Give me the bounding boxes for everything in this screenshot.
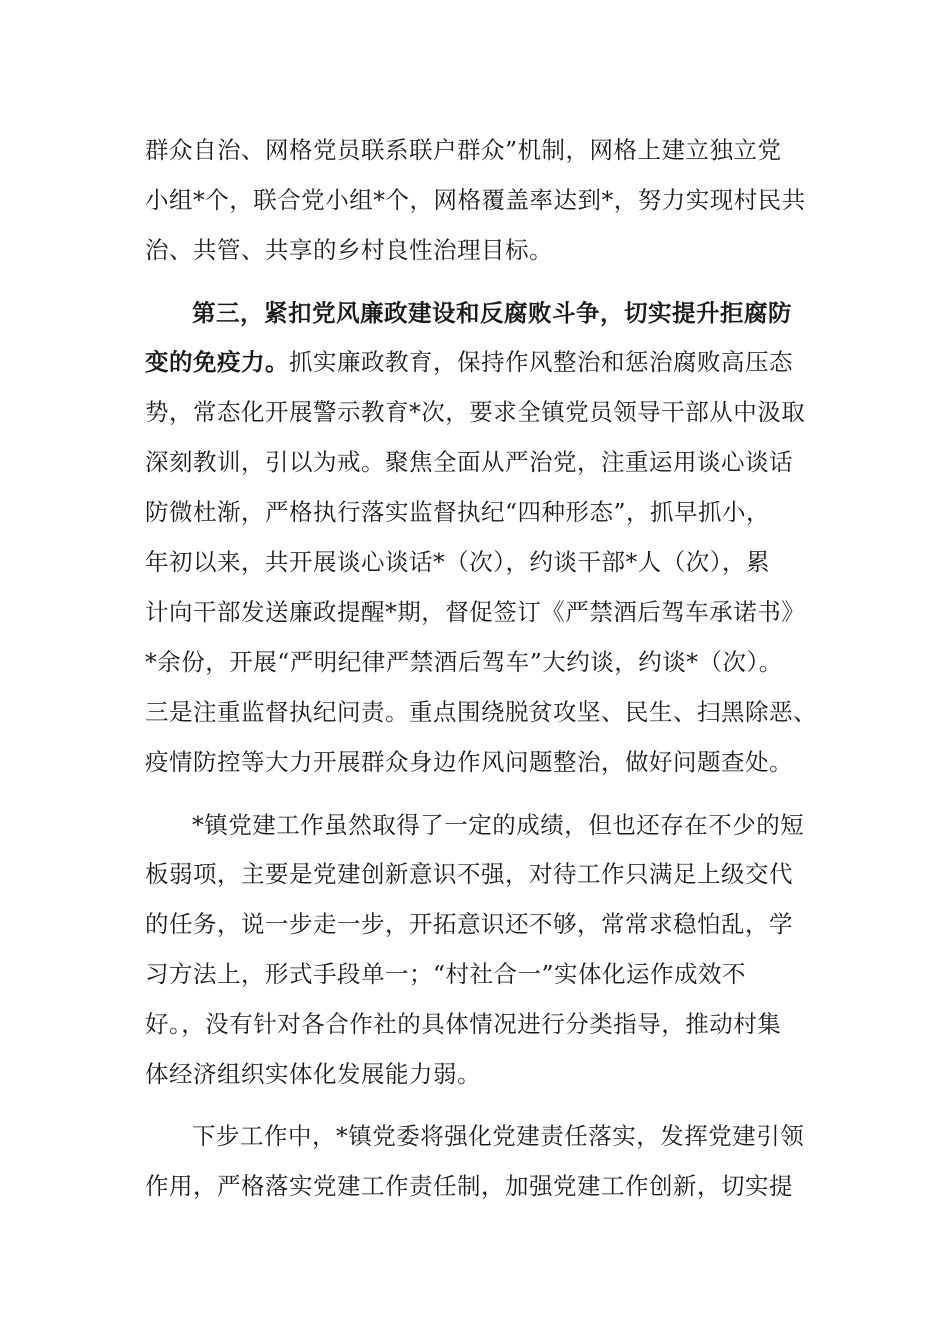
paragraph-line: 的任务，说一步走一步，开拓意识还不够，常常求稳怕乱，学	[145, 910, 793, 938]
paragraph-line: 板弱项，主要是党建创新意识不强，对待工作只满足上级交代	[145, 860, 793, 888]
paragraph-line: 好。，没有针对各合作社的具体情况进行分类指导，推动村集	[145, 1010, 782, 1038]
section-heading-end: 变的免疫力。	[145, 348, 289, 376]
paragraph-text: 抓实廉政教育，保持作风整治和惩治腐败高压态	[289, 348, 793, 376]
paragraph-line: 小组*个，联合党小组*个，网格覆盖率达到*，努力实现村民共	[145, 186, 806, 214]
paragraph-line: 习方法上，形式手段单一；“村社合一”实体化运作成效不	[145, 960, 747, 988]
paragraph-line: 疫情防控等大力开展群众身边作风问题整治，做好问题查处。	[145, 748, 793, 776]
paragraph-line: 计向干部发送廉政提醒*期，督促签订《严禁酒后驾车承诺书》	[145, 598, 806, 626]
paragraph-line: 三是注重监督执纪问责。重点围绕脱贫攻坚、民生、扫黑除恶、	[145, 698, 817, 726]
section-heading: 第三，紧扣党风廉政建设和反腐败斗争，切实提升拒腐防	[192, 299, 792, 327]
paragraph-line: 防微杜渐，严格执行落实监督执纪“四种形态”，抓早抓小，	[145, 498, 771, 526]
paragraph-line: 势，常态化开展警示教育*次，要求全镇党员领导干部从中汲取	[145, 398, 806, 426]
paragraph-line: 下步工作中，*镇党委将强化党建责任落实，发挥党建引领	[192, 1122, 805, 1150]
paragraph-line: 深刻教训，引以为戒。聚焦全面从严治党，注重运用谈心谈话	[145, 448, 793, 476]
paragraph-line: 群众自治、网格党员联系联户群众”机制，网格上建立独立党	[145, 136, 782, 164]
paragraph-line: 年初以来，共开展谈心谈话*（次），约谈干部*人（次），累	[145, 548, 770, 576]
paragraph-line	[145, 347, 793, 377]
paragraph-line: 治、共管、共享的乡村良性治理目标。	[145, 236, 553, 264]
paragraph-line: 体经济组织实体化发展能力弱。	[145, 1060, 481, 1088]
paragraph-line: 作用，严格落实党建工作责任制，加强党建工作创新，切实提	[145, 1172, 793, 1200]
paragraph-line: *余份，开展“严明纪律严禁酒后驾车”大约谈，约谈*（次）。	[145, 648, 783, 676]
paragraph-line: *镇党建工作虽然取得了一定的成绩，但也还存在不少的短	[192, 811, 805, 839]
